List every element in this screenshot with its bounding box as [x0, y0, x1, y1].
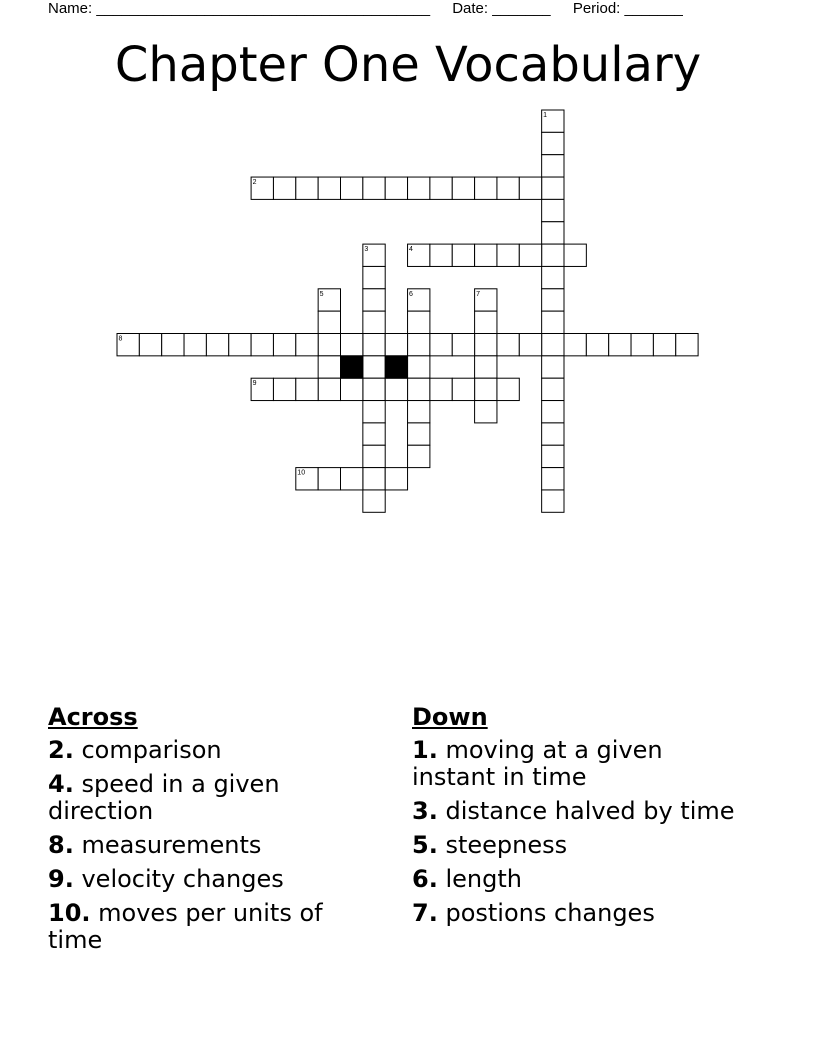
- crossword-cell[interactable]: [497, 378, 519, 400]
- crossword-cell[interactable]: [408, 445, 430, 467]
- crossword-cell[interactable]: [363, 468, 385, 490]
- crossword-cell[interactable]: [542, 266, 564, 288]
- cell-number: 5: [319, 290, 324, 298]
- crossword-cell[interactable]: [363, 490, 385, 512]
- clue-item: [412, 900, 742, 927]
- across-heading: Across: [48, 703, 138, 731]
- crossword-cell[interactable]: [653, 334, 675, 356]
- clue-number: 4.: [48, 770, 74, 798]
- clue-item: [412, 798, 742, 825]
- crossword-cell[interactable]: [475, 177, 497, 199]
- page-title: Chapter One Vocabulary: [114, 37, 702, 93]
- across-clues: [48, 702, 378, 961]
- clue-text: comparison: [81, 736, 222, 764]
- crossword-cell[interactable]: [542, 155, 564, 177]
- crossword-cell[interactable]: [542, 468, 564, 490]
- clue-item: [48, 866, 378, 893]
- clue-text: velocity changes: [81, 865, 284, 893]
- cell-number: 2: [252, 179, 257, 187]
- crossword-cell[interactable]: [430, 378, 452, 400]
- cell-number: 9: [252, 380, 257, 388]
- crossword-cell[interactable]: [363, 445, 385, 467]
- crossword-cell[interactable]: [609, 334, 631, 356]
- clue-text: speed in a given direction: [48, 770, 280, 825]
- crossword-cell[interactable]: [251, 334, 273, 356]
- crossword-cell[interactable]: [408, 378, 430, 400]
- crossword-cell[interactable]: [631, 334, 653, 356]
- crossword-cell[interactable]: [542, 356, 564, 378]
- clue-text: measurements: [81, 831, 262, 859]
- crossword-cell[interactable]: [184, 334, 206, 356]
- crossword-cell[interactable]: [363, 266, 385, 288]
- cell-number: 10: [297, 469, 306, 477]
- blocked-cell: [385, 356, 407, 378]
- crossword-cell[interactable]: [296, 177, 318, 199]
- crossword-cell[interactable]: [318, 177, 340, 199]
- crossword-cell[interactable]: [542, 445, 564, 467]
- crossword-cell[interactable]: [363, 289, 385, 311]
- crossword-cell[interactable]: [385, 378, 407, 400]
- crossword-cell[interactable]: [385, 177, 407, 199]
- crossword-cell[interactable]: [408, 177, 430, 199]
- crossword-cell[interactable]: [497, 177, 519, 199]
- crossword-cell[interactable]: [519, 334, 541, 356]
- crossword-cell[interactable]: [363, 378, 385, 400]
- crossword-cell[interactable]: [408, 334, 430, 356]
- crossword-cell[interactable]: [542, 132, 564, 154]
- crossword-cell[interactable]: [430, 244, 452, 266]
- clue-number: 3.: [412, 797, 438, 825]
- crossword-cell[interactable]: [430, 177, 452, 199]
- crossword-cell[interactable]: [318, 334, 340, 356]
- crossword-cell[interactable]: [273, 334, 295, 356]
- crossword-cell[interactable]: [296, 378, 318, 400]
- crossword-cell[interactable]: [318, 468, 340, 490]
- clue-item: [412, 737, 742, 791]
- clue-number: 1.: [412, 736, 438, 764]
- crossword-cell[interactable]: [542, 222, 564, 244]
- crossword-cell[interactable]: [542, 490, 564, 512]
- crossword-cell[interactable]: [497, 334, 519, 356]
- crossword-cell[interactable]: [385, 334, 407, 356]
- crossword-cell[interactable]: [452, 334, 474, 356]
- crossword-cell[interactable]: [318, 356, 340, 378]
- crossword-cell[interactable]: [229, 334, 251, 356]
- clue-number: 10.: [48, 899, 91, 927]
- crossword-cell[interactable]: [408, 401, 430, 423]
- clue-text: moving at a given instant in time: [412, 736, 663, 791]
- clue-number: 9.: [48, 865, 74, 893]
- crossword-cell[interactable]: [206, 334, 228, 356]
- down-heading: Down: [412, 703, 488, 731]
- crossword-cell[interactable]: [430, 334, 452, 356]
- clue-text: length: [445, 865, 522, 893]
- crossword-cell[interactable]: [408, 356, 430, 378]
- cell-number: 7: [476, 290, 481, 298]
- crossword-cell[interactable]: [162, 334, 184, 356]
- crossword-cell[interactable]: [542, 177, 564, 199]
- crossword-cell[interactable]: [363, 356, 385, 378]
- crossword-cell[interactable]: [385, 468, 407, 490]
- crossword-cell[interactable]: [542, 401, 564, 423]
- crossword-cell[interactable]: [318, 378, 340, 400]
- crossword-cell[interactable]: [408, 311, 430, 333]
- crossword-cell[interactable]: [564, 244, 586, 266]
- clue-text: moves per units of time: [48, 899, 323, 954]
- crossword-cell[interactable]: [564, 334, 586, 356]
- crossword-cell[interactable]: [475, 401, 497, 423]
- crossword-cell[interactable]: [296, 334, 318, 356]
- crossword-cell[interactable]: [497, 244, 519, 266]
- crossword-cell[interactable]: [586, 334, 608, 356]
- cell-number: 3: [364, 246, 369, 254]
- clue-text: distance halved by time: [445, 797, 735, 825]
- crossword-cell[interactable]: [519, 177, 541, 199]
- crossword-cell[interactable]: [542, 311, 564, 333]
- crossword-cell[interactable]: [542, 199, 564, 221]
- clue-item: [412, 866, 742, 893]
- name-field[interactable]: Name: ________________________________________: [48, 0, 431, 17]
- clue-item: [48, 832, 378, 859]
- blocked-cell: [341, 356, 363, 378]
- clue-text: steepness: [445, 831, 568, 859]
- cell-number: 8: [118, 335, 123, 343]
- crossword-cell[interactable]: [341, 468, 363, 490]
- crossword-cell[interactable]: [452, 244, 474, 266]
- crossword-cell[interactable]: [475, 244, 497, 266]
- crossword-cell[interactable]: [676, 334, 698, 356]
- crossword-cell[interactable]: [341, 334, 363, 356]
- crossword-cell[interactable]: [363, 401, 385, 423]
- clue-number: 5.: [412, 831, 438, 859]
- crossword-cell[interactable]: [475, 311, 497, 333]
- crossword-cell[interactable]: [542, 244, 564, 266]
- clue-number: 8.: [48, 831, 74, 859]
- crossword-cell[interactable]: [363, 177, 385, 199]
- down-clues: [412, 702, 742, 934]
- crossword-cell[interactable]: [542, 334, 564, 356]
- crossword-cell[interactable]: [363, 311, 385, 333]
- crossword-cell[interactable]: [475, 378, 497, 400]
- crossword-cell[interactable]: [475, 356, 497, 378]
- cell-number: 4: [409, 246, 413, 254]
- crossword-cell[interactable]: [318, 311, 340, 333]
- clue-item: [48, 737, 378, 764]
- crossword-cell[interactable]: [452, 177, 474, 199]
- crossword-cell[interactable]: [363, 334, 385, 356]
- crossword-cell[interactable]: [408, 423, 430, 445]
- crossword-cell[interactable]: [273, 177, 295, 199]
- date-field[interactable]: Date: _______: [452, 0, 551, 17]
- clue-text: postions changes: [445, 899, 655, 927]
- crossword-cell[interactable]: [341, 378, 363, 400]
- clue-number: 7.: [412, 899, 438, 927]
- clue-number: 2.: [48, 736, 74, 764]
- crossword-cell[interactable]: [542, 378, 564, 400]
- crossword-cell[interactable]: [139, 334, 161, 356]
- cell-number: 6: [409, 290, 413, 298]
- crossword-cell[interactable]: [542, 423, 564, 445]
- crossword-cell[interactable]: [475, 334, 497, 356]
- crossword-cell[interactable]: [363, 423, 385, 445]
- crossword-cell[interactable]: [452, 378, 474, 400]
- crossword-cell[interactable]: [273, 378, 295, 400]
- period-field[interactable]: Period: _______: [572, 0, 683, 17]
- crossword-cell[interactable]: [542, 289, 564, 311]
- clue-number: 6.: [412, 865, 438, 893]
- clue-item: [48, 900, 378, 954]
- crossword-cell[interactable]: [341, 177, 363, 199]
- clue-item: [48, 771, 378, 825]
- clue-item: [412, 832, 742, 859]
- crossword-cell[interactable]: [519, 244, 541, 266]
- cell-number: 1: [543, 112, 548, 119]
